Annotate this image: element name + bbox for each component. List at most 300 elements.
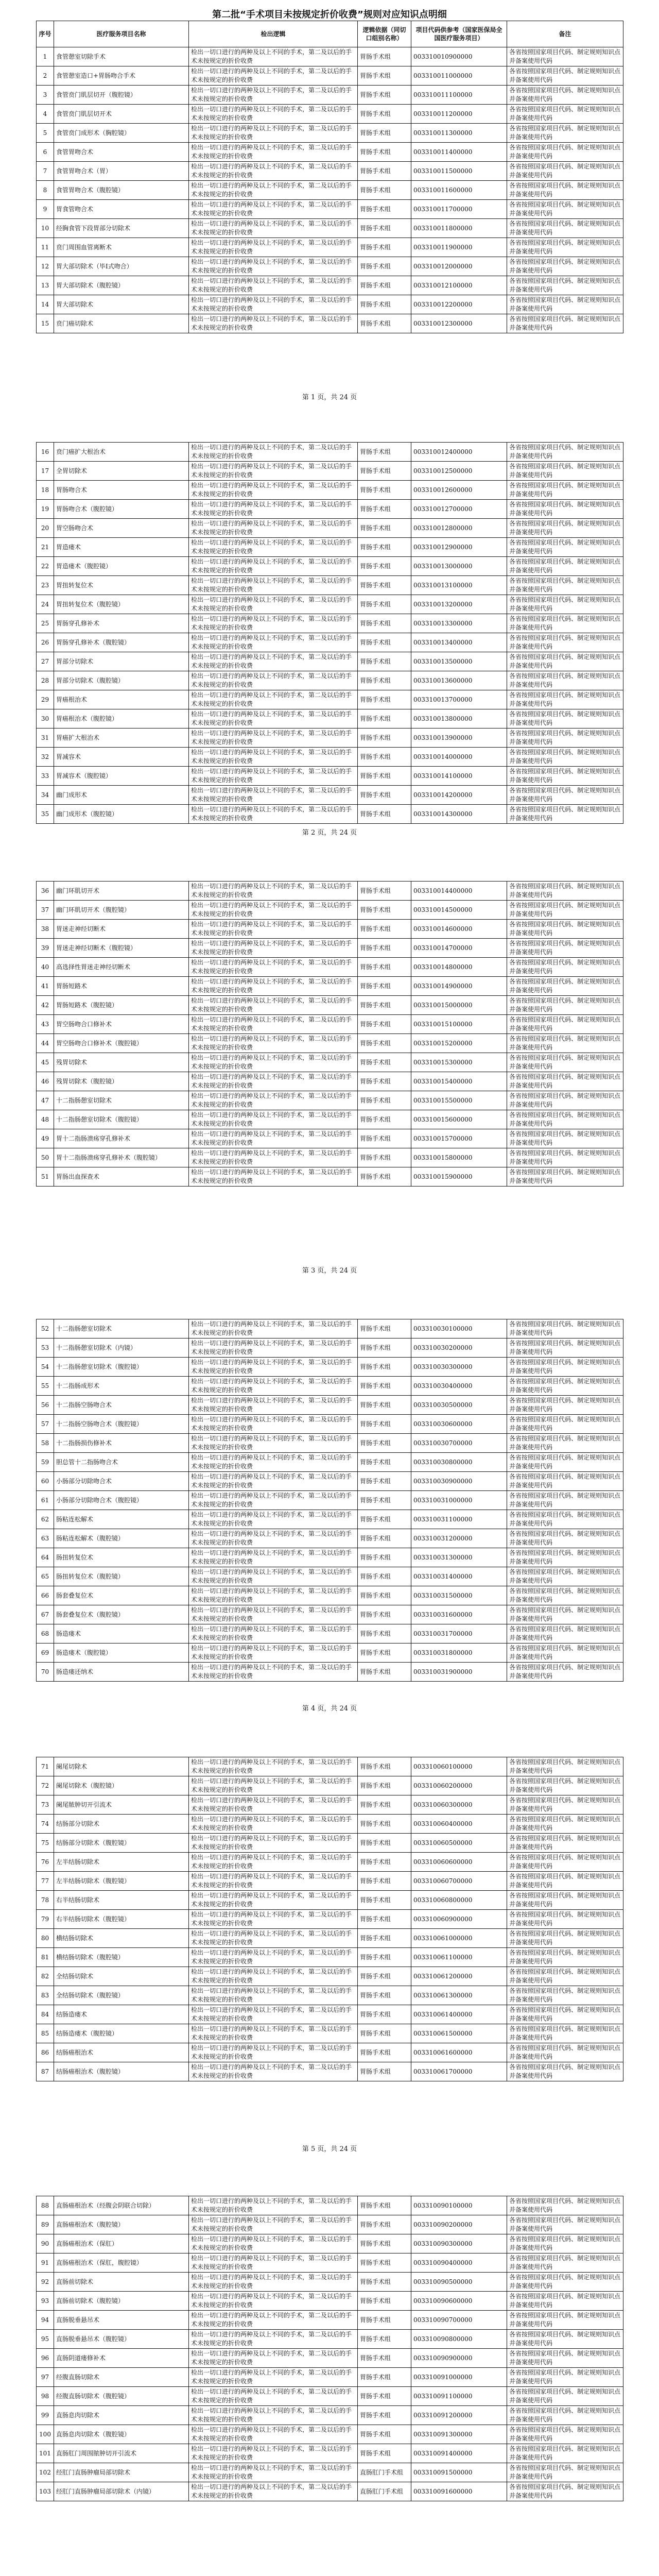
row-basis: 胃肠手术组 (358, 1910, 411, 1929)
row-basis: 胃肠手术组 (358, 1510, 411, 1529)
row-note: 各省按照国家项目代码、制定规则知识点并备案使用代码 (507, 576, 623, 595)
table-row (37, 2482, 623, 2501)
row-seq: 36 (37, 882, 54, 901)
row-seq: 87 (37, 2062, 54, 2081)
row-basis: 胃肠手术组 (358, 576, 411, 595)
row-code: 003310031100000 (411, 1510, 507, 1529)
row-logic: 检出一切口进行的两种及以上不同的手术，第二及以后的手术未按规定的折价收费 (189, 1872, 358, 1891)
table-row (37, 2215, 623, 2234)
table-row (37, 652, 623, 671)
row-seq: 61 (37, 1491, 54, 1510)
row-seq: 55 (37, 1377, 54, 1396)
row-logic: 检出一切口进行的两种及以上不同的手术，第二及以后的手术未按规定的折价收费 (189, 1929, 358, 1948)
row-basis: 胃肠手术组 (358, 1967, 411, 1986)
row-seq: 13 (37, 276, 54, 295)
row-name: 胃十二指肠溃疡穿孔修补术 (54, 1129, 189, 1148)
row-note: 各省按照国家项目代码、制定规则知识点并备案使用代码 (507, 1891, 623, 1910)
row-basis: 胃肠手术组 (358, 1663, 411, 1682)
row-logic: 检出一切口进行的两种及以上不同的手术，第二及以后的手术未按规定的折价收费 (189, 2349, 358, 2368)
row-logic: 检出一切口进行的两种及以上不同的手术，第二及以后的手术未按规定的折价收费 (189, 86, 358, 105)
row-logic: 检出一切口进行的两种及以上不同的手术，第二及以后的手术未按规定的折价收费 (189, 1148, 358, 1167)
row-code: 003310090300000 (411, 2234, 507, 2253)
row-note: 各省按照国家项目代码、制定规则知识点并备案使用代码 (507, 633, 623, 652)
row-basis: 胃肠手术组 (358, 1586, 411, 1605)
row-seq: 50 (37, 1148, 54, 1167)
row-name: 直肠肛门周围脓肿切开引流术 (54, 2444, 189, 2463)
row-seq: 1 (37, 47, 54, 66)
row-seq: 77 (37, 1872, 54, 1891)
row-note: 各省按照国家项目代码、制定规则知识点并备案使用代码 (507, 2368, 623, 2387)
table-header-row (37, 21, 623, 47)
table-row (37, 1319, 623, 1338)
row-basis: 胃肠手术组 (358, 1338, 411, 1358)
row-note: 各省按照国家项目代码、制定规则知识点并备案使用代码 (507, 1110, 623, 1129)
row-seq: 22 (37, 557, 54, 576)
row-code: 003310030200000 (411, 1338, 507, 1358)
row-code: 003310060300000 (411, 1795, 507, 1815)
row-note: 各省按照国家项目代码、制定规则知识点并备案使用代码 (507, 1396, 623, 1415)
row-name: 小肠部分切除吻合术（腹腔镜） (54, 1491, 189, 1510)
table-row (37, 1148, 623, 1167)
row-logic: 检出一切口进行的两种及以上不同的手术，第二及以后的手术未按规定的折价收费 (189, 709, 358, 728)
row-note: 各省按照国家项目代码、制定规则知识点并备案使用代码 (507, 1472, 623, 1491)
table-row (37, 1053, 623, 1072)
row-basis: 胃肠手术组 (358, 2024, 411, 2043)
row-code: 003310012500000 (411, 462, 507, 481)
row-note: 各省按照国家项目代码、制定规则知识点并备案使用代码 (507, 1053, 623, 1072)
row-basis: 胃肠手术组 (358, 748, 411, 767)
row-name: 胃癌根治术（腹腔镜） (54, 709, 189, 728)
row-basis: 胃肠手术组 (358, 2292, 411, 2311)
row-logic: 检出一切口进行的两种及以上不同的手术，第二及以后的手术未按规定的折价收费 (189, 1643, 358, 1663)
row-basis: 胃肠手术组 (358, 1853, 411, 1872)
row-seq: 59 (37, 1453, 54, 1472)
row-logic: 检出一切口进行的两种及以上不同的手术，第二及以后的手术未按规定的折价收费 (189, 557, 358, 576)
row-name: 阑尾切除术 (54, 1757, 189, 1776)
row-logic: 检出一切口进行的两种及以上不同的手术，第二及以后的手术未按规定的折价收费 (189, 276, 358, 295)
row-note: 各省按照国家项目代码、制定规则知识点并备案使用代码 (507, 1548, 623, 1567)
row-seq: 56 (37, 1396, 54, 1415)
row-seq: 24 (37, 595, 54, 614)
row-name: 横结肠切除术（腹腔镜） (54, 1948, 189, 1967)
row-code: 003310060200000 (411, 1776, 507, 1795)
row-logic: 检出一切口进行的两种及以上不同的手术，第二及以后的手术未按规定的折价收费 (189, 1757, 358, 1776)
row-seq: 69 (37, 1643, 54, 1663)
row-note: 各省按照国家项目代码、制定规则知识点并备案使用代码 (507, 996, 623, 1015)
row-basis: 胃肠手术组 (358, 1605, 411, 1624)
row-basis: 胃肠手术组 (358, 2311, 411, 2330)
row-logic: 检出一切口进行的两种及以上不同的手术，第二及以后的手术未按规定的折价收费 (189, 576, 358, 595)
row-seq: 84 (37, 2005, 54, 2024)
row-code: 003310060400000 (411, 1815, 507, 1834)
row-logic: 检出一切口进行的两种及以上不同的手术，第二及以后的手术未按规定的折价收费 (189, 519, 358, 538)
row-seq: 42 (37, 996, 54, 1015)
row-logic: 检出一切口进行的两种及以上不同的手术，第二及以后的手术未按规定的折价收费 (189, 257, 358, 276)
row-logic: 检出一切口进行的两种及以上不同的手术，第二及以后的手术未按规定的折价收费 (189, 1586, 358, 1605)
row-logic: 检出一切口进行的两种及以上不同的手术，第二及以后的手术未按规定的折价收费 (189, 920, 358, 939)
row-basis: 胃肠手术组 (358, 47, 411, 66)
table-row (37, 1929, 623, 1948)
table-row (37, 1891, 623, 1910)
row-note: 各省按照国家项目代码、制定规则知识点并备案使用代码 (507, 805, 623, 824)
table-row (37, 2005, 623, 2024)
row-note: 各省按照国家项目代码、制定规则知识点并备案使用代码 (507, 748, 623, 767)
row-code: 003310013900000 (411, 728, 507, 748)
row-seq: 30 (37, 709, 54, 728)
header-seq: 序号 (37, 21, 54, 47)
row-seq: 73 (37, 1795, 54, 1815)
row-logic: 检出一切口进行的两种及以上不同的手术，第二及以后的手术未按规定的折价收费 (189, 1338, 358, 1358)
row-name: 结肠部分切除术 (54, 1815, 189, 1834)
row-basis: 胃肠手术组 (358, 1358, 411, 1377)
row-seq: 64 (37, 1548, 54, 1567)
row-name: 幽门环肌切开术（腹腔镜） (54, 901, 189, 920)
row-seq: 93 (37, 2292, 54, 2311)
row-note: 各省按照国家项目代码、制定规则知识点并备案使用代码 (507, 1795, 623, 1815)
table-row (37, 2368, 623, 2387)
table-row (37, 1967, 623, 1986)
row-code: 003310031500000 (411, 1586, 507, 1605)
table-row (37, 1396, 623, 1415)
row-logic: 检出一切口进行的两种及以上不同的手术，第二及以后的手术未按规定的折价收费 (189, 728, 358, 748)
row-name: 结肠部分切除术（腹腔镜） (54, 1834, 189, 1853)
row-basis: 胃肠手术组 (358, 786, 411, 805)
row-logic: 检出一切口进行的两种及以上不同的手术，第二及以后的手术未按规定的折价收费 (189, 2406, 358, 2425)
row-note: 各省按照国家项目代码、制定规则知识点并备案使用代码 (507, 1967, 623, 1986)
row-basis: 胃肠手术组 (358, 1986, 411, 2005)
row-basis: 胃肠手术组 (358, 1415, 411, 1434)
row-code: 003310011400000 (411, 143, 507, 162)
table-row (37, 728, 623, 748)
row-name: 食管胃吻合术（腹腔镜） (54, 181, 189, 200)
row-logic: 检出一切口进行的两种及以上不同的手术，第二及以后的手术未按规定的折价收费 (189, 66, 358, 86)
row-seq: 83 (37, 1986, 54, 2005)
page-5 (36, 1757, 623, 2081)
row-basis: 胃肠手术组 (358, 443, 411, 462)
table-row (37, 481, 623, 500)
row-code: 003310014300000 (411, 805, 507, 824)
table-row (37, 1034, 623, 1053)
row-seq: 68 (37, 1624, 54, 1643)
row-logic: 检出一切口进行的两种及以上不同的手术，第二及以后的手术未按规定的折价收费 (189, 1434, 358, 1453)
row-note: 各省按照国家项目代码、制定规则知识点并备案使用代码 (507, 1986, 623, 2005)
row-note: 各省按照国家项目代码、制定规则知识点并备案使用代码 (507, 124, 623, 143)
row-note: 各省按照国家项目代码、制定规则知识点并备案使用代码 (507, 1757, 623, 1776)
row-logic: 检出一切口进行的两种及以上不同的手术，第二及以后的手术未按规定的折价收费 (189, 977, 358, 996)
row-basis: 胃肠手术组 (358, 1776, 411, 1795)
row-code: 003310012400000 (411, 443, 507, 462)
row-name: 直肠癌根治术（保肛，腹腔镜） (54, 2253, 189, 2273)
row-seq: 60 (37, 1472, 54, 1491)
table-row (37, 1110, 623, 1129)
table-row (37, 295, 623, 314)
row-basis: 胃肠手术组 (358, 2368, 411, 2387)
row-name: 横结肠切除术 (54, 1929, 189, 1948)
row-code: 003310090600000 (411, 2292, 507, 2311)
row-code: 003310091600000 (411, 2482, 507, 2501)
row-name: 幽门成形术 (54, 786, 189, 805)
row-note: 各省按照国家项目代码、制定规则知识点并备案使用代码 (507, 671, 623, 690)
row-code: 003310015300000 (411, 1053, 507, 1072)
row-name: 胃部分切除术（腹腔镜） (54, 671, 189, 690)
row-basis: 胃肠手术组 (358, 519, 411, 538)
row-name: 胃食管吻合术 (54, 200, 189, 219)
row-name: 经肛门直肠肿瘤局部切除术（内镜） (54, 2482, 189, 2501)
table-row (37, 1358, 623, 1377)
row-name: 胃迷走神经切断术 (54, 920, 189, 939)
row-code: 003310030900000 (411, 1472, 507, 1491)
row-name: 阑尾切除术（腹腔镜） (54, 1776, 189, 1795)
row-code: 003310013300000 (411, 614, 507, 633)
row-basis: 胃肠手术组 (358, 257, 411, 276)
row-name: 十二指肠损伤修补术 (54, 1434, 189, 1453)
row-note: 各省按照国家项目代码、制定规则知识点并备案使用代码 (507, 2234, 623, 2253)
row-note: 各省按照国家项目代码、制定规则知识点并备案使用代码 (507, 2273, 623, 2292)
row-code: 003310030500000 (411, 1396, 507, 1415)
row-logic: 检出一切口进行的两种及以上不同的手术，第二及以后的手术未按规定的折价收费 (189, 2292, 358, 2311)
row-basis: 胃肠手术组 (358, 2062, 411, 2081)
row-basis: 胃肠手术组 (358, 1529, 411, 1548)
row-code: 003310011500000 (411, 162, 507, 181)
table-row (37, 1776, 623, 1795)
row-code: 003310031800000 (411, 1643, 507, 1663)
table-row (37, 1834, 623, 1853)
table-row (37, 1510, 623, 1529)
row-code: 003310011200000 (411, 105, 507, 124)
table-row (37, 2387, 623, 2406)
row-note: 各省按照国家项目代码、制定规则知识点并备案使用代码 (507, 276, 623, 295)
row-note: 各省按照国家项目代码、制定规则知识点并备案使用代码 (507, 2311, 623, 2330)
table-row (37, 882, 623, 901)
row-logic: 检出一切口进行的两种及以上不同的手术，第二及以后的手术未按规定的折价收费 (189, 1091, 358, 1110)
row-seq: 99 (37, 2406, 54, 2425)
row-name: 胃肠吻合术 (54, 481, 189, 500)
table-row (37, 2406, 623, 2425)
table-row (37, 958, 623, 977)
row-logic: 检出一切口进行的两种及以上不同的手术，第二及以后的手术未按规定的折价收费 (189, 901, 358, 920)
row-logic: 检出一切口进行的两种及以上不同的手术，第二及以后的手术未按规定的折价收费 (189, 1472, 358, 1491)
row-seq: 45 (37, 1053, 54, 1072)
page-6 (36, 2196, 623, 2501)
row-name: 胃肠吻合术（腹腔镜） (54, 500, 189, 519)
table-row (37, 2349, 623, 2368)
row-code: 003310012100000 (411, 276, 507, 295)
row-name: 胃大部切除术（毕I式吻合） (54, 257, 189, 276)
row-seq: 95 (37, 2330, 54, 2349)
table-row (37, 1795, 623, 1815)
row-basis: 胃肠手术组 (358, 1396, 411, 1415)
row-note: 各省按照国家项目代码、制定规则知识点并备案使用代码 (507, 1034, 623, 1053)
row-basis: 胃肠手术组 (358, 614, 411, 633)
header-basis: 逻辑依据（同切口组别名称） (358, 21, 411, 47)
row-basis: 胃肠手术组 (358, 2005, 411, 2024)
table-row (37, 314, 623, 333)
row-logic: 检出一切口进行的两种及以上不同的手术，第二及以后的手术未按规定的折价收费 (189, 671, 358, 690)
table-row (37, 1338, 623, 1358)
row-name: 肠套叠复位术（腹腔镜） (54, 1605, 189, 1624)
row-basis: 胃肠手术组 (358, 181, 411, 200)
row-logic: 检出一切口进行的两种及以上不同的手术，第二及以后的手术未按规定的折价收费 (189, 1567, 358, 1586)
table-row (37, 181, 623, 200)
row-logic: 检出一切口进行的两种及以上不同的手术，第二及以后的手术未按规定的折价收费 (189, 882, 358, 901)
row-logic: 检出一切口进行的两种及以上不同的手术，第二及以后的手术未按规定的折价收费 (189, 767, 358, 786)
row-basis: 胃肠手术组 (358, 1148, 411, 1167)
row-name: 食管贲门成形术（胸腔镜） (54, 124, 189, 143)
table-row (37, 2234, 623, 2253)
row-code: 003310011300000 (411, 124, 507, 143)
page-2 (36, 442, 623, 824)
row-basis: 胃肠手术组 (358, 1091, 411, 1110)
row-basis: 胃肠手术组 (358, 1319, 411, 1338)
row-name: 经腹直肠切除术（腹腔镜） (54, 2387, 189, 2406)
row-code: 003310061400000 (411, 2005, 507, 2024)
row-logic: 检出一切口进行的两种及以上不同的手术，第二及以后的手术未按规定的折价收费 (189, 1663, 358, 1682)
row-note: 各省按照国家项目代码、制定规则知识点并备案使用代码 (507, 1453, 623, 1472)
row-basis: 胃肠手术组 (358, 920, 411, 939)
row-name: 肠扭转复位术（腹腔镜） (54, 1567, 189, 1586)
table-row (37, 47, 623, 66)
table-row (37, 901, 623, 920)
row-seq: 19 (37, 500, 54, 519)
table-row (37, 1529, 623, 1548)
row-name: 直肠前切除术（腹腔镜） (54, 2292, 189, 2311)
row-seq: 4 (37, 105, 54, 124)
row-seq: 44 (37, 1034, 54, 1053)
row-note: 各省按照国家项目代码、制定规则知识点并备案使用代码 (507, 1148, 623, 1167)
row-note: 各省按照国家项目代码、制定规则知识点并备案使用代码 (507, 86, 623, 105)
row-note: 各省按照国家项目代码、制定规则知识点并备案使用代码 (507, 519, 623, 538)
row-code: 003310061700000 (411, 2062, 507, 2081)
row-code: 003310012800000 (411, 519, 507, 538)
row-logic: 检出一切口进行的两种及以上不同的手术，第二及以后的手术未按规定的折价收费 (189, 462, 358, 481)
row-code: 003310060100000 (411, 1757, 507, 1776)
header-name: 医疗服务项目名称 (54, 21, 189, 47)
table-row (37, 500, 623, 519)
row-name: 直肠脱垂悬吊术（腹腔镜） (54, 2330, 189, 2349)
row-logic: 检出一切口进行的两种及以上不同的手术，第二及以后的手术未按规定的折价收费 (189, 1624, 358, 1643)
row-code: 003310010900000 (411, 47, 507, 66)
row-seq: 47 (37, 1091, 54, 1110)
row-basis: 胃肠手术组 (358, 276, 411, 295)
row-code: 003310091200000 (411, 2406, 507, 2425)
row-code: 003310030800000 (411, 1453, 507, 1472)
row-name: 直肠脱垂悬吊术 (54, 2311, 189, 2330)
row-code: 003310015200000 (411, 1034, 507, 1053)
row-seq: 71 (37, 1757, 54, 1776)
row-name: 胃大部切除术（腹腔镜） (54, 276, 189, 295)
row-logic: 检出一切口进行的两种及以上不同的手术，第二及以后的手术未按规定的折价收费 (189, 595, 358, 614)
row-code: 003310060900000 (411, 1910, 507, 1929)
table-row (37, 519, 623, 538)
row-name: 胃肠短路术（腹腔镜） (54, 996, 189, 1015)
row-name: 胃部分切除术 (54, 652, 189, 671)
row-note: 各省按照国家项目代码、制定规则知识点并备案使用代码 (507, 1872, 623, 1891)
row-seq: 48 (37, 1110, 54, 1129)
row-seq: 18 (37, 481, 54, 500)
row-code: 003310090900000 (411, 2349, 507, 2368)
row-basis: 胃肠手术组 (358, 2425, 411, 2444)
row-code: 003310013000000 (411, 557, 507, 576)
table-row (37, 538, 623, 557)
row-code: 003310090400000 (411, 2253, 507, 2273)
row-code: 003310014900000 (411, 977, 507, 996)
row-name: 贲门癌扩大根治术 (54, 443, 189, 462)
row-name: 左半结肠切除术（腹腔镜） (54, 1872, 189, 1891)
row-note: 各省按照国家项目代码、制定规则知识点并备案使用代码 (507, 66, 623, 86)
row-code: 003310090100000 (411, 2196, 507, 2215)
row-note: 各省按照国家项目代码、制定规则知识点并备案使用代码 (507, 557, 623, 576)
page-number: 第 3 页，共 24 页 (302, 1267, 357, 1275)
table-row (37, 1091, 623, 1110)
table-row (37, 1072, 623, 1091)
row-code: 003310015400000 (411, 1072, 507, 1091)
row-name: 贲门周围血管离断术 (54, 238, 189, 257)
row-name: 胃空肠吻合口修补术 (54, 1015, 189, 1034)
row-name: 十二指肠成形术 (54, 1377, 189, 1396)
rules-table (36, 1757, 623, 2081)
row-basis: 胃肠手术组 (358, 481, 411, 500)
row-logic: 检出一切口进行的两种及以上不同的手术，第二及以后的手术未按规定的折价收费 (189, 748, 358, 767)
table-row (37, 143, 623, 162)
row-name: 食管憩室切除手术 (54, 47, 189, 66)
row-note: 各省按照国家项目代码、制定规则知识点并备案使用代码 (507, 1129, 623, 1148)
row-seq: 10 (37, 219, 54, 238)
row-seq: 101 (37, 2444, 54, 2463)
table-row (37, 1605, 623, 1624)
row-code: 003310061600000 (411, 2043, 507, 2062)
row-note: 各省按照国家项目代码、制定规则知识点并备案使用代码 (507, 443, 623, 462)
row-basis: 胃肠手术组 (358, 1948, 411, 1967)
row-basis: 胃肠手术组 (358, 219, 411, 238)
row-seq: 103 (37, 2482, 54, 2501)
row-seq: 96 (37, 2349, 54, 2368)
row-note: 各省按照国家项目代码、制定规则知识点并备案使用代码 (507, 1815, 623, 1834)
table-row (37, 1986, 623, 2005)
table-row (37, 1491, 623, 1510)
row-code: 003310013400000 (411, 633, 507, 652)
row-basis: 胃肠手术组 (358, 1072, 411, 1091)
row-name: 胃减容术（腹腔镜） (54, 767, 189, 786)
row-code: 003310013500000 (411, 652, 507, 671)
row-basis: 直肠肛门手术组 (358, 2482, 411, 2501)
table-row (37, 1663, 623, 1682)
row-name: 幽门环肌切开术 (54, 882, 189, 901)
row-code: 003310091100000 (411, 2387, 507, 2406)
row-logic: 检出一切口进行的两种及以上不同的手术，第二及以后的手术未按规定的折价收费 (189, 314, 358, 333)
row-logic: 检出一切口进行的两种及以上不同的手术，第二及以后的手术未按规定的折价收费 (189, 2234, 358, 2253)
table-row (37, 996, 623, 1015)
table-row (37, 1872, 623, 1891)
row-note: 各省按照国家项目代码、制定规则知识点并备案使用代码 (507, 728, 623, 748)
row-code: 003310014200000 (411, 786, 507, 805)
row-seq: 21 (37, 538, 54, 557)
row-basis: 胃肠手术组 (358, 939, 411, 958)
row-basis: 胃肠手术组 (358, 2043, 411, 2062)
table-row (37, 2043, 623, 2062)
row-seq: 34 (37, 786, 54, 805)
row-logic: 检出一切口进行的两种及以上不同的手术，第二及以后的手术未按规定的折价收费 (189, 652, 358, 671)
row-note: 各省按照国家项目代码、制定规则知识点并备案使用代码 (507, 1358, 623, 1377)
row-note: 各省按照国家项目代码、制定规则知识点并备案使用代码 (507, 1948, 623, 1967)
row-note: 各省按照国家项目代码、制定规则知识点并备案使用代码 (507, 1491, 623, 1510)
row-logic: 检出一切口进行的两种及以上不同的手术，第二及以后的手术未按规定的折价收费 (189, 1053, 358, 1072)
row-code: 003310031600000 (411, 1605, 507, 1624)
row-logic: 检出一切口进行的两种及以上不同的手术，第二及以后的手术未按规定的折价收费 (189, 162, 358, 181)
row-code: 003310011900000 (411, 238, 507, 257)
row-seq: 66 (37, 1586, 54, 1605)
row-code: 003310031200000 (411, 1529, 507, 1548)
row-code: 003310030100000 (411, 1319, 507, 1338)
